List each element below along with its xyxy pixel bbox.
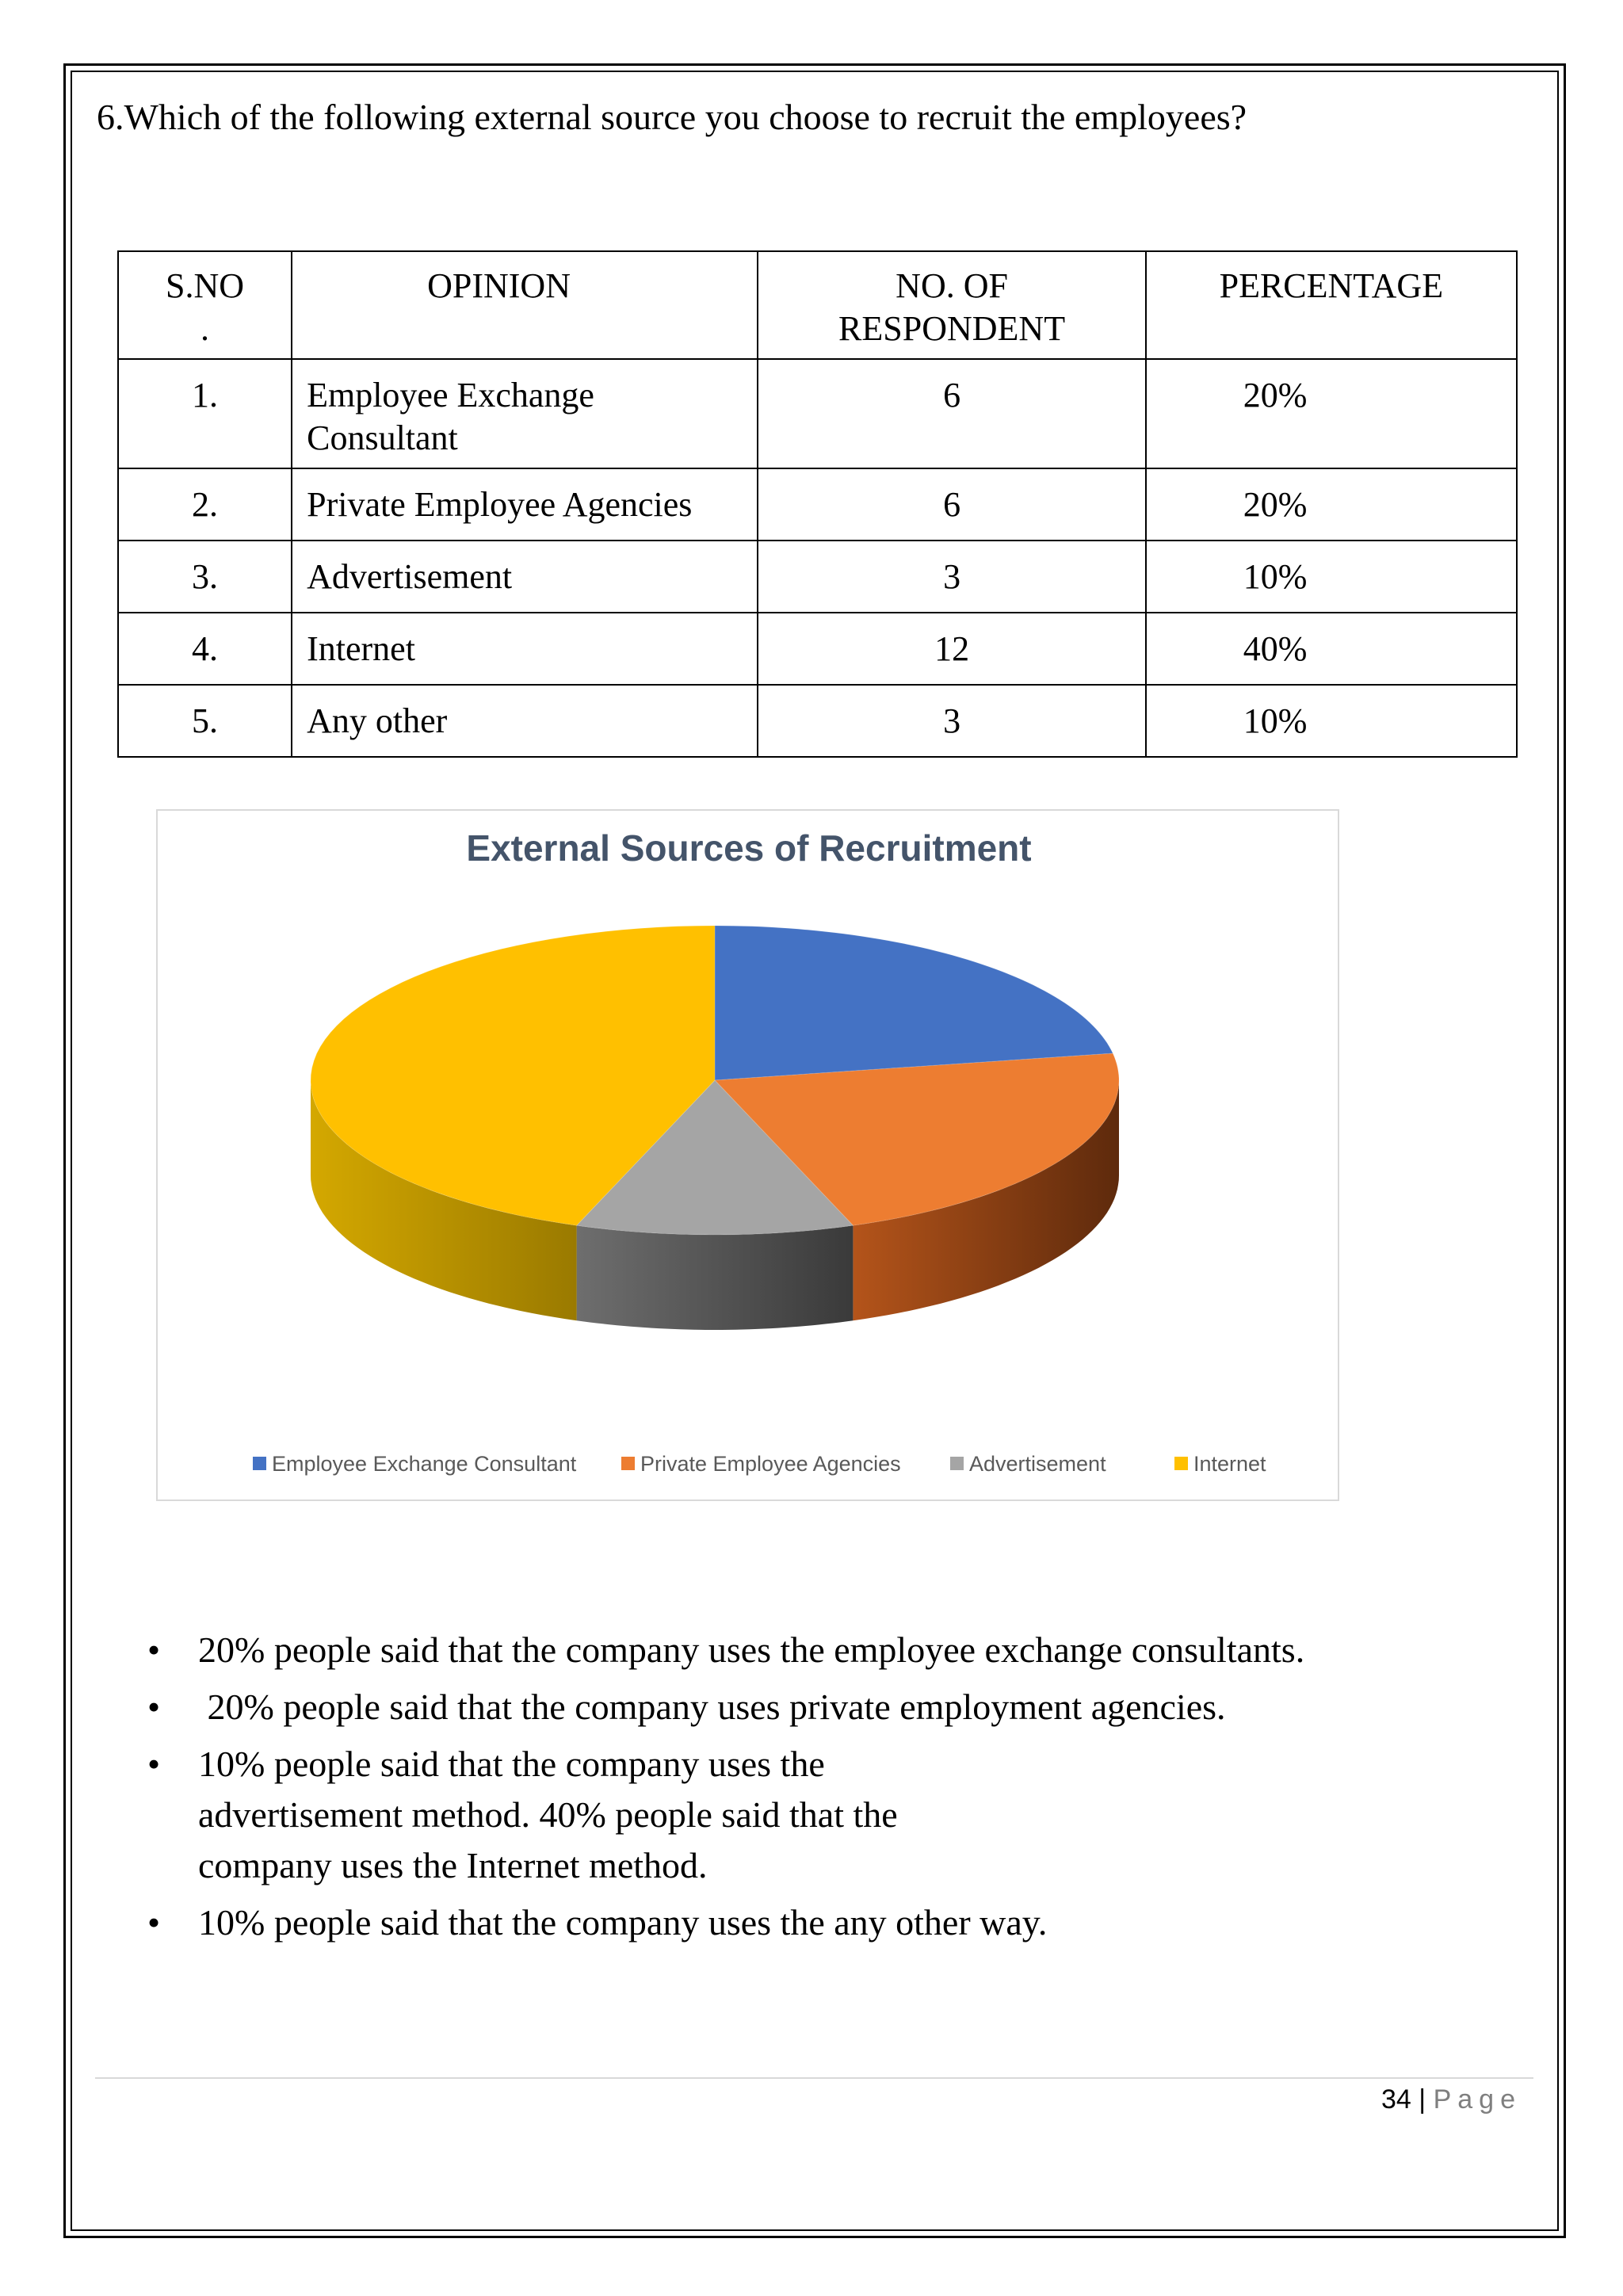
chart-title: External Sources of Recruitment: [466, 827, 1032, 869]
question-heading: 6.Which of the following external source you choose to recruit the employees?: [97, 97, 1247, 137]
note-text: 10% people said that the company uses the any other way.: [198, 1902, 1048, 1943]
cell-sno: 3.: [118, 541, 292, 613]
page-number: 34: [1381, 2084, 1411, 2115]
header-sno: S.NO .: [118, 251, 292, 359]
cell-respondents: 3: [758, 685, 1145, 757]
bullet-icon: •: [147, 1902, 161, 1943]
page-label: Page: [1433, 2084, 1522, 2115]
legend-label-private-employee-agencies: Private Employee Agencies: [640, 1452, 901, 1476]
cell-respondents: 12: [758, 613, 1145, 685]
cell-sno: 4.: [118, 613, 292, 685]
table-row: [118, 685, 1517, 757]
header-percentage: PERCENTAGE: [1146, 251, 1517, 359]
cell-respondents: 3: [758, 541, 1145, 613]
pie-chart: [156, 809, 1339, 1501]
footer-separator: |: [1419, 2084, 1426, 2115]
cell-percentage: 20%: [1146, 468, 1517, 541]
cell-percentage: 10%: [1146, 685, 1517, 757]
legend-swatch-employee-exchange-consultant: [253, 1457, 266, 1470]
legend-swatch-advertisement: [950, 1457, 964, 1470]
table-header-row: [118, 251, 1517, 359]
note-text: 20% people said that the company uses the employee exchange consultants.: [198, 1629, 1305, 1670]
list-item: [119, 1739, 927, 1891]
cell-opinion: Private Employee Agencies: [292, 468, 758, 541]
cell-percentage: 40%: [1146, 613, 1517, 685]
table-row: [118, 541, 1517, 613]
cell-opinion: Employee Exchange Consultant: [292, 359, 758, 468]
bullet-icon: •: [147, 1687, 161, 1727]
bullet-icon: •: [147, 1629, 161, 1670]
cell-respondents: 6: [758, 468, 1145, 541]
legend-label-employee-exchange-consultant: Employee Exchange Consultant: [272, 1452, 577, 1476]
page-footer: [1381, 2084, 1522, 2115]
header-opinion: OPINION: [292, 251, 758, 359]
legend-label-advertisement: Advertisement: [969, 1452, 1106, 1476]
table-row: [118, 613, 1517, 685]
list-item: [119, 1897, 1308, 1948]
list-item: [119, 1625, 1308, 1675]
footer-divider: [95, 2077, 1533, 2079]
legend-swatch-internet: [1174, 1457, 1188, 1470]
cell-opinion: Internet: [292, 613, 758, 685]
bullet-icon: •: [147, 1744, 161, 1784]
table-row: [118, 359, 1517, 468]
table-row: [118, 468, 1517, 541]
cell-opinion: Any other: [292, 685, 758, 757]
cell-sno: 2.: [118, 468, 292, 541]
note-text: 10% people said that the company uses the advertisement method. 40% people said that the company uses the Internet method.: [198, 1744, 898, 1885]
cell-percentage: 10%: [1146, 541, 1517, 613]
response-table: [117, 250, 1518, 758]
header-respondents: NO. OF RESPONDENT: [758, 251, 1145, 359]
chart-legend: [253, 1452, 1266, 1476]
pie-slices: [311, 926, 1119, 1330]
cell-opinion: Advertisement: [292, 541, 758, 613]
cell-sno: 1.: [118, 359, 292, 468]
pie-side-advertisement: [577, 1225, 854, 1330]
legend-swatch-private-employee-agencies: [621, 1457, 635, 1470]
legend-label-internet: Internet: [1193, 1452, 1266, 1476]
findings-list: [119, 1625, 1308, 1954]
list-item: [119, 1682, 1228, 1733]
pie-chart-canvas: [158, 811, 1338, 1499]
cell-percentage: 20%: [1146, 359, 1517, 468]
cell-respondents: 6: [758, 359, 1145, 468]
note-text: 20% people said that the company uses private employment agencies.: [198, 1687, 1226, 1727]
cell-sno: 5.: [118, 685, 292, 757]
